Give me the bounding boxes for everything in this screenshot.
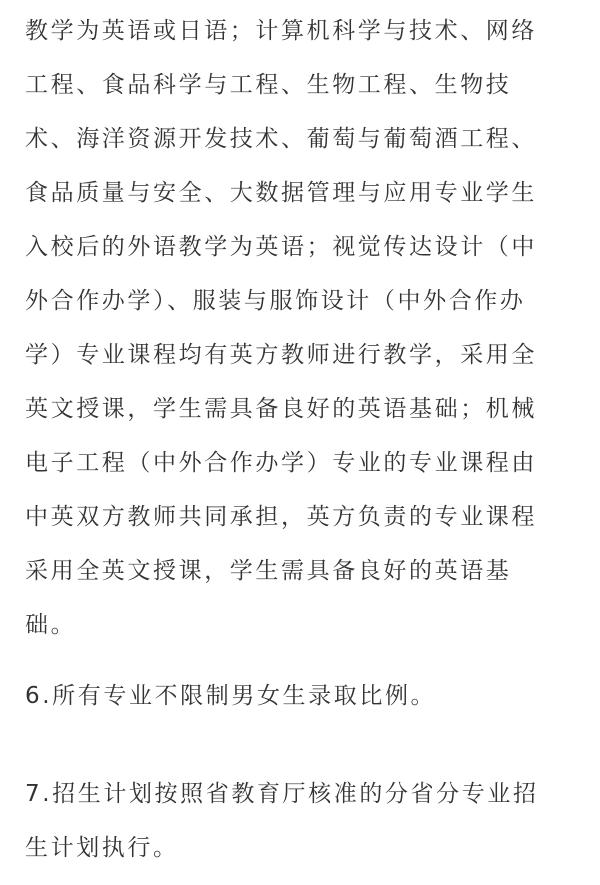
text-line: 学）专业课程均有英方教师进行教学，采用全 xyxy=(25,342,537,368)
text-line: 7.招生计划按照省教育厅核准的分省分专业招 xyxy=(25,781,539,807)
paragraph-item-7 xyxy=(25,767,539,875)
text-line: 工程、食品科学与工程、生物工程、生物技 xyxy=(25,72,512,98)
text-line: 生计划执行。 xyxy=(25,835,179,861)
text-line: 外合作办学）、服装与服饰设计（中外合作办 xyxy=(25,288,526,314)
text-line: 术、海洋资源开发技术、葡萄与葡萄酒工程、 xyxy=(25,126,537,152)
text-line: 采用全英文授课，学生需具备良好的英语基 xyxy=(25,558,512,584)
text-line: 中英双方教师共同承担，英方负责的专业课程 xyxy=(25,504,537,530)
text-line: 食品质量与安全、大数据管理与应用专业学生 xyxy=(25,180,537,206)
paragraph-item-6 xyxy=(25,669,436,723)
text-line: 教学为英语或日语；计算机科学与技术、网络 xyxy=(25,18,537,44)
text-line: 英文授课，学生需具备良好的英语基础；机械 xyxy=(25,396,537,422)
text-line: 电子工程（中外合作办学）专业的专业课程由 xyxy=(25,450,537,476)
text-line: 础。 xyxy=(25,612,77,638)
text-line: 入校后的外语教学为英语；视觉传达设计（中 xyxy=(25,234,537,260)
paragraph-language-requirements xyxy=(25,4,537,652)
text-line: 6.所有专业不限制男女生录取比例。 xyxy=(25,683,437,709)
